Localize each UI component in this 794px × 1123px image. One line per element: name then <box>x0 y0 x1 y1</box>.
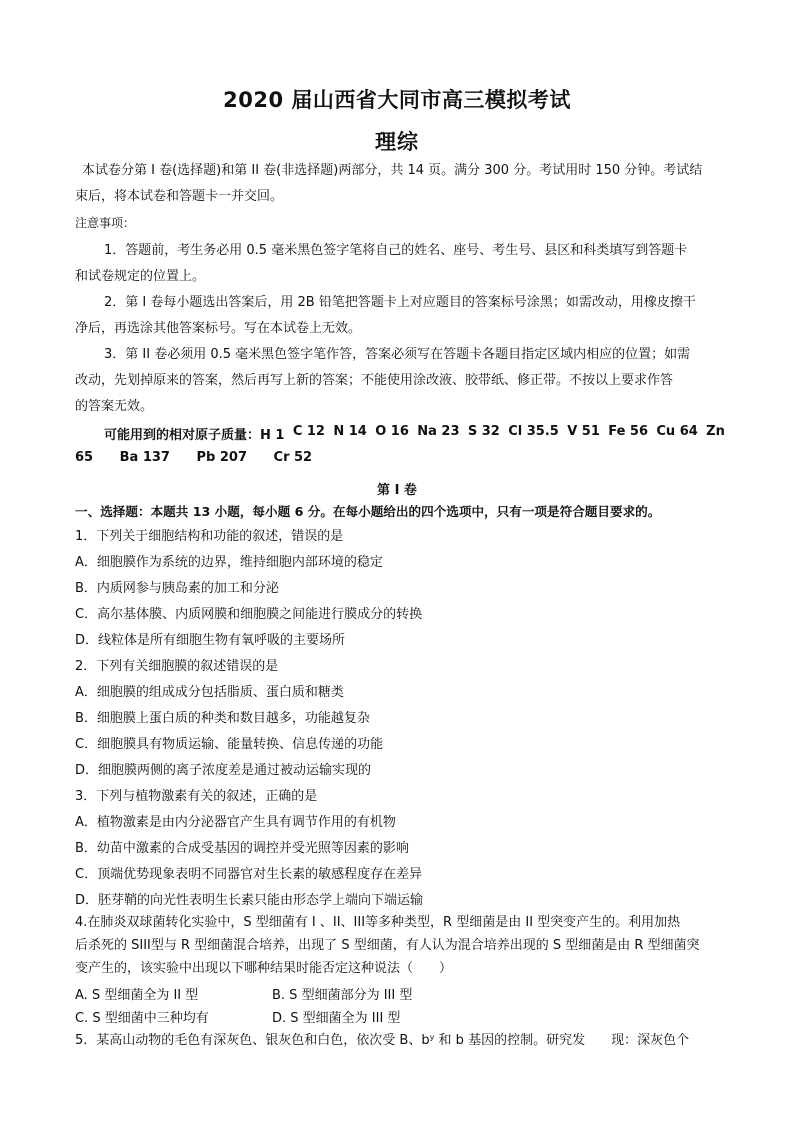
question-3-option-d: D．胚芽鞘的向光性表明生长素只能由形态学上端向下端运输 <box>75 893 424 908</box>
note-2-line-2: 净后，再选涂其他答案标号。写在本试卷上无效。 <box>75 321 362 336</box>
atomic-mass-item: Cr 52 <box>273 450 313 465</box>
question-4-stem-line-1: 4.在肺炎双球菌转化实验中，S 型细菌有 I 、II、III等多种类型，R 型细菌是由 II 型突变产生的。利用加热 <box>75 915 681 930</box>
question-4-stem-line-2: 后杀死的 SIII型与 R 型细菌混合培养，出现了 S 型细菌，有人认为混合培养出现的 S 型细菌是由 R 型细菌突 <box>75 938 700 953</box>
atomic-mass-row-1 <box>104 424 725 443</box>
question-1-option-a: A．细胞膜作为系统的边界，维持细胞内部环境的稳定 <box>75 555 383 570</box>
note-3-line-1: 3．第 II 卷必须用 0.5 毫米黑色签字笔作答，答案必须写在答题卡各题目指定区域内相应的位置；如需 <box>104 347 691 362</box>
question-2-option-c: C．细胞膜具有物质运输、能量转换、信息传递的功能 <box>75 737 384 752</box>
question-3-option-c: C．顶端优势现象表明不同器官对生长素的敏感程度存在差异 <box>75 867 423 882</box>
question-2-option-a: A．细胞膜的组成成分包括脂质、蛋白质和糖类 <box>75 685 344 700</box>
question-3-option-b: B．幼苗中激素的合成受基因的调控并受光照等因素的影响 <box>75 841 409 856</box>
question-2-option-d: D．细胞膜两侧的离子浓度差是通过被动运输实现的 <box>75 763 372 778</box>
question-1-option-d: D．线粒体是所有细胞生物有氧呼吸的主要场所 <box>75 633 346 648</box>
question-1-option-c: C．高尔基体膜、内质网膜和细胞膜之间能进行膜成分的转换 <box>75 607 423 622</box>
atomic-mass-label: 可能用到的相对原子质量：H 1 <box>104 428 285 443</box>
question-4-option-a: A. S 型细菌全为 II 型 <box>75 988 199 1003</box>
question-4-option-c: C. S 型细菌中三种均有 <box>75 1011 209 1026</box>
note-3-line-3: 的答案无效。 <box>75 399 154 414</box>
atomic-mass-item: S 32 <box>467 424 500 439</box>
question-4-option-b: B. S 型细菌部分为 III 型 <box>272 988 413 1003</box>
question-5-stem: 5．某高山动物的毛色有深灰色、银灰色和白色，依次受 B、bʸ 和 b 基因的控制。研究发 现：深灰色个 <box>75 1033 690 1048</box>
atomic-mass-item: Fe 56 <box>608 424 649 439</box>
intro-line-2: 束后，将本试卷和答题卡一并交回。 <box>75 189 284 204</box>
atomic-mass-item: N 14 <box>333 424 367 439</box>
atomic-mass-item: Cu 64 <box>656 424 698 439</box>
notes-heading: 注意事项： <box>75 216 136 230</box>
note-1-line-1: 1．答题前，考生务必用 0.5 毫米黑色签字笔将自己的姓名、座号、考生号、县区和科类填写到答题卡 <box>104 243 688 258</box>
question-1-option-b: B．内质网参与胰岛素的加工和分泌 <box>75 581 279 596</box>
exam-subject: 理综 <box>375 130 419 154</box>
question-4-option-d: D. S 型细菌全为 III 型 <box>272 1011 401 1026</box>
note-3-line-2: 改动，先划掉原来的答案，然后再写上新的答案；不能使用涂改液、胶带纸、修正带。不按以上要求作答 <box>75 373 674 388</box>
note-2-line-1: 2．第 I 卷每小题选出答案后，用 2B 铅笔把答题卡上对应题目的答案标号涂黑；如需改动，用橡皮擦干 <box>104 295 696 310</box>
exam-title: 2020 届山西省大同市高三模拟考试 <box>223 88 571 112</box>
section-instruction: 一、选择题：本题共 13 小题，每小题 6 分。在每小题给出的四个选项中，只有一项是符合题目要求的。 <box>75 504 661 519</box>
atomic-mass-item: 65 <box>75 450 94 465</box>
question-3-option-a: A．植物激素是由内分泌器官产生具有调节作用的有机物 <box>75 815 396 830</box>
atomic-mass-item: O 16 <box>375 424 409 439</box>
atomic-mass-item: V 51 <box>567 424 600 439</box>
question-3-stem: 3．下列与植物激素有关的叙述，正确的是 <box>75 789 318 804</box>
section-title: 第 I 卷 <box>377 483 417 498</box>
question-1-stem: 1．下列关于细胞结构和功能的叙述，错误的是 <box>75 529 344 544</box>
atomic-mass-item: Pb 207 <box>196 450 247 465</box>
atomic-mass-item: Ba 137 <box>119 450 170 465</box>
atomic-mass-item: Zn <box>706 424 725 439</box>
atomic-mass-row-2 <box>75 450 334 465</box>
question-4-stem-line-3: 变产生的，该实验中出现以下哪种结果时能否定这种说法（ ） <box>75 961 453 976</box>
atomic-mass-item: Na 23 <box>417 424 460 439</box>
atomic-mass-item: Cl 35.5 <box>508 424 559 439</box>
question-2-option-b: B．细胞膜上蛋白质的种类和数目越多，功能越复杂 <box>75 711 370 726</box>
note-1-line-2: 和试卷规定的位置上。 <box>75 269 206 284</box>
question-2-stem: 2．下列有关细胞膜的叙述错误的是 <box>75 659 279 674</box>
atomic-mass-item: C 12 <box>292 424 325 439</box>
intro-line-1: 本试卷分第 I 卷(选择题)和第 II 卷(非选择题)两部分，共 14 页。满分 300 分。考试用时 150 分钟。考试结 <box>82 163 703 178</box>
